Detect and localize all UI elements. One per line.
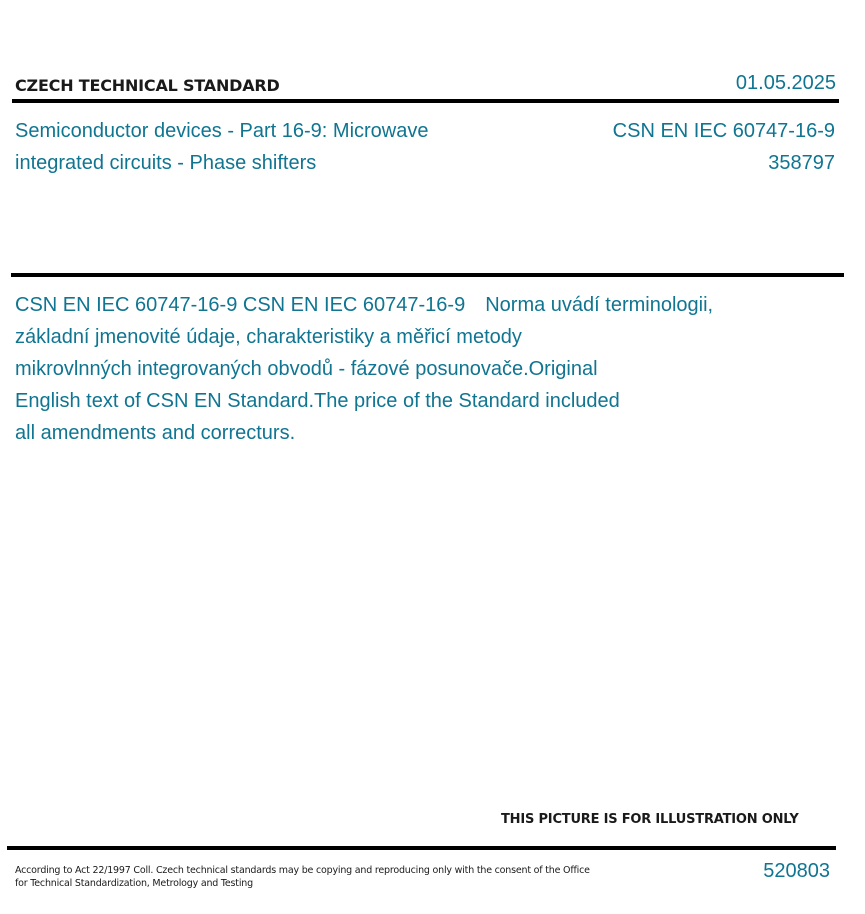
standard-title-line-2: integrated circuits - Phase shifters	[15, 152, 317, 174]
description-line-1	[15, 289, 785, 321]
standard-number: CSN EN IEC 60747-16-9	[612, 120, 835, 142]
designation-2: CSN EN IEC 60747-16-9	[242, 294, 466, 316]
standard-type-label: CZECH TECHNICAL STANDARD	[15, 76, 280, 95]
standard-title-line-1: Semiconductor devices - Part 16-9: Microwave	[15, 120, 429, 142]
legal-notice	[15, 864, 590, 890]
description-line-2: základní jmenovité údaje, charakteristiky a měřicí metody	[15, 326, 522, 348]
designation-1: CSN EN IEC 60747-16-9	[15, 294, 238, 316]
illustration-disclaimer: THIS PICTURE IS FOR ILLUSTRATION ONLY	[501, 812, 799, 827]
standard-description	[15, 289, 785, 449]
description-line-1-text: Norma uvádí terminologii,	[485, 294, 714, 316]
standard-title	[15, 115, 515, 179]
footer-code: 520803	[763, 860, 830, 882]
section-divider	[11, 273, 844, 277]
footer-divider	[7, 846, 836, 850]
header-divider	[12, 99, 839, 103]
legal-notice-line-2: for Technical Standardization, Metrology and Testing	[15, 878, 253, 889]
publication-date: 01.05.2025	[735, 72, 836, 94]
legal-notice-line-1: According to Act 22/1997 Coll. Czech technical standards may be copying and reproducing only with the consent of the Office	[15, 865, 590, 876]
catalog-id: 358797	[768, 152, 835, 174]
standard-identifier	[613, 115, 835, 179]
description-line-4: English text of CSN EN Standard.The price of the Standard included	[15, 390, 620, 412]
description-line-5: all amendments and correcturs.	[15, 422, 296, 444]
description-line-3: mikrovlnných integrovaných obvodů - fázové posunovače.Original	[15, 358, 598, 380]
